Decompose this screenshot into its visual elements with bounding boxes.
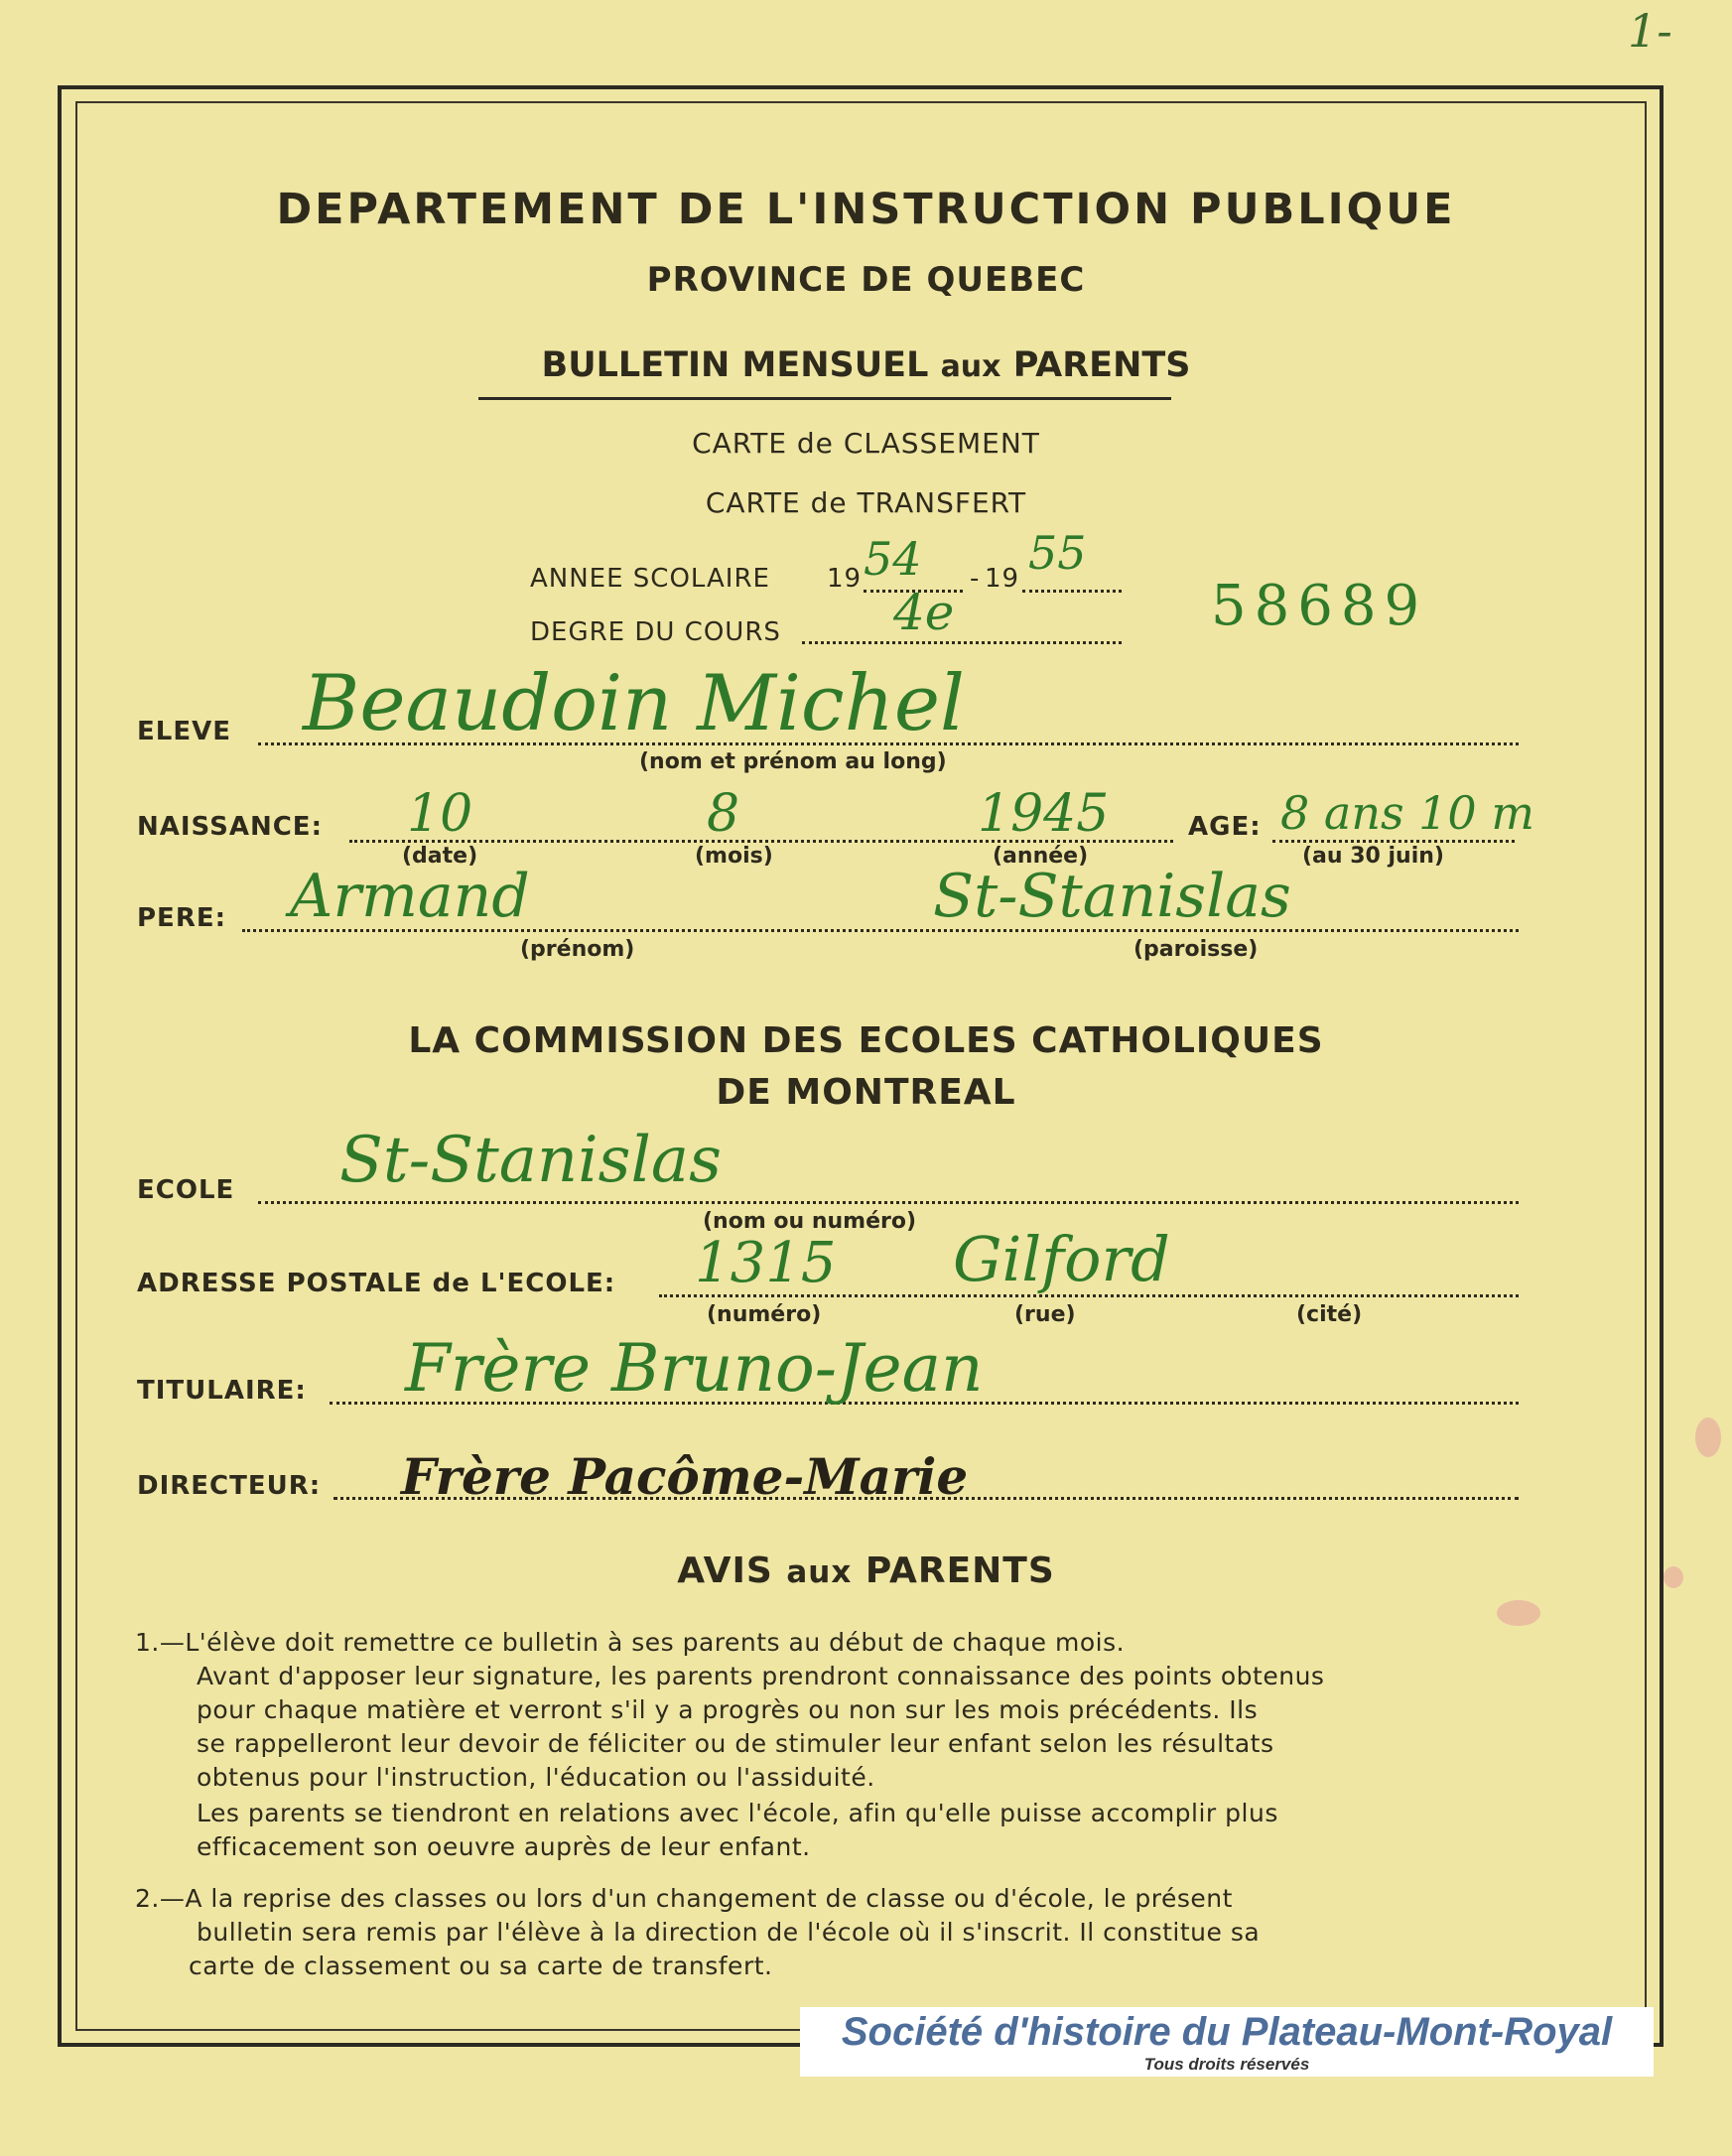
- address-street: Gilford: [953, 1223, 1170, 1295]
- course-degree-value: 4e: [893, 584, 955, 641]
- age-label: AGE:: [1188, 812, 1262, 842]
- notice-line: 2.—A la reprise des classes ou lors d'un changement de classe ou d'école, le présent: [135, 1884, 1233, 1913]
- bulletin-title: [0, 345, 1732, 385]
- address-label: ADRESSE POSTALE de L'ECOLE:: [137, 1269, 616, 1298]
- commission-title-line2: DE MONTREAL: [716, 1072, 1016, 1113]
- ink-stain: [1695, 1417, 1721, 1457]
- title-underline: [478, 397, 1171, 400]
- father-parish-caption: (paroisse): [1133, 937, 1259, 962]
- notice-title-avis: AVIS: [677, 1550, 773, 1591]
- notice-line: Les parents se tiendront en relations avec l'école, afin qu'elle puisse accomplir plus: [197, 1799, 1278, 1827]
- father-first-name-caption: (prénom): [520, 937, 635, 962]
- school-year-start-value: 54: [864, 532, 922, 586]
- address-number-caption: (numéro): [707, 1302, 822, 1327]
- department-title: DEPARTEMENT DE L'INSTRUCTION PUBLIQUE: [276, 185, 1456, 234]
- school-year-century-start: 19: [827, 564, 863, 594]
- birth-month-caption: (mois): [695, 844, 773, 869]
- notice-line: pour chaque matière et verront s'il y a progrès ou non sur les mois précédents. Ils: [197, 1695, 1259, 1724]
- watermark-banner: [800, 2007, 1654, 2077]
- bulletin-title-parents: PARENTS: [1012, 345, 1191, 385]
- birth-label: NAISSANCE:: [137, 812, 323, 842]
- notice-line: bulletin sera remis par l'élève à la direction de l'école où il s'inscrit. Il constitue sa: [197, 1918, 1261, 1947]
- notice-title-aux: aux: [786, 1554, 853, 1590]
- school-dots: [258, 1199, 1519, 1204]
- carte-classement-label: CARTE de CLASSEMENT: [692, 427, 1040, 460]
- address-number: 1315: [695, 1231, 837, 1295]
- school-year-century-end: 19: [985, 564, 1020, 594]
- director-label: DIRECTEUR:: [137, 1471, 322, 1501]
- age-caption: (au 30 juin): [1302, 844, 1444, 869]
- bulletin-title-main: BULLETIN MENSUEL: [541, 345, 929, 385]
- student-name: Beaudoin Michel: [303, 659, 965, 748]
- carte-transfert-label: CARTE de TRANSFERT: [705, 486, 1027, 519]
- school-year-separator: -: [970, 564, 981, 594]
- page-number-mark: 1-: [1628, 4, 1672, 58]
- course-degree-dots: [802, 639, 1122, 644]
- birth-day: 10: [407, 784, 473, 844]
- student-label: ELEVE: [137, 717, 231, 746]
- school-label: ECOLE: [137, 1175, 235, 1205]
- school-name: St-Stanislas: [339, 1124, 722, 1197]
- father-label: PERE:: [137, 903, 226, 933]
- school-year-end-value: 55: [1028, 526, 1087, 580]
- commission-title-line1: LA COMMISSION DES ECOLES CATHOLIQUES: [408, 1020, 1324, 1061]
- teacher-name: Frère Bruno-Jean: [405, 1330, 984, 1407]
- school-year-label: ANNEE SCOLAIRE: [530, 564, 770, 594]
- notice-line: obtenus pour l'instruction, l'éducation ou l'assiduité.: [197, 1763, 875, 1792]
- watermark-subtitle: Tous droits réservés: [1143, 2055, 1310, 2074]
- birth-year-caption: (année): [993, 844, 1089, 869]
- course-degree-label: DEGRE DU COURS: [530, 617, 781, 647]
- age-value: 8 ans 10 m: [1280, 786, 1534, 840]
- birth-day-caption: (date): [402, 844, 478, 869]
- birth-month: 8: [707, 784, 740, 844]
- school-year-end-dots: [1022, 588, 1122, 593]
- notice-title: [0, 1550, 1732, 1591]
- bulletin-title-aux: aux: [940, 349, 1001, 384]
- notice-line: carte de classement ou sa carte de transfert.: [189, 1952, 773, 1980]
- director-stamp-name: Frère Pacôme-Marie: [401, 1447, 969, 1506]
- school-caption: (nom ou numéro): [703, 1209, 917, 1234]
- watermark-title: Société d'histoire du Plateau-Mont-Royal: [841, 2010, 1613, 2054]
- notice-line: se rappelleront leur devoir de féliciter ou de stimuler leur enfant selon les résultats: [197, 1729, 1274, 1758]
- address-street-caption: (rue): [1014, 1302, 1076, 1327]
- student-caption: (nom et prénom au long): [639, 749, 947, 774]
- father-parish: St-Stanislas: [933, 862, 1291, 931]
- birth-year: 1945: [978, 784, 1110, 844]
- notice-line: efficacement son oeuvre auprès de leur enfant.: [197, 1832, 811, 1861]
- notice-line: 1.—L'élève doit remettre ce bulletin à ses parents au début de chaque mois.: [135, 1628, 1126, 1657]
- teacher-label: TITULAIRE:: [137, 1376, 307, 1406]
- reference-number: 58689: [1211, 574, 1428, 638]
- notice-line: Avant d'apposer leur signature, les parents prendront connaissance des points obtenus: [197, 1662, 1325, 1690]
- notice-title-parents: PARENTS: [865, 1550, 1055, 1591]
- province-title: PROVINCE DE QUEBEC: [646, 260, 1086, 300]
- address-city-caption: (cité): [1296, 1302, 1363, 1327]
- father-first-name: Armand: [290, 862, 530, 931]
